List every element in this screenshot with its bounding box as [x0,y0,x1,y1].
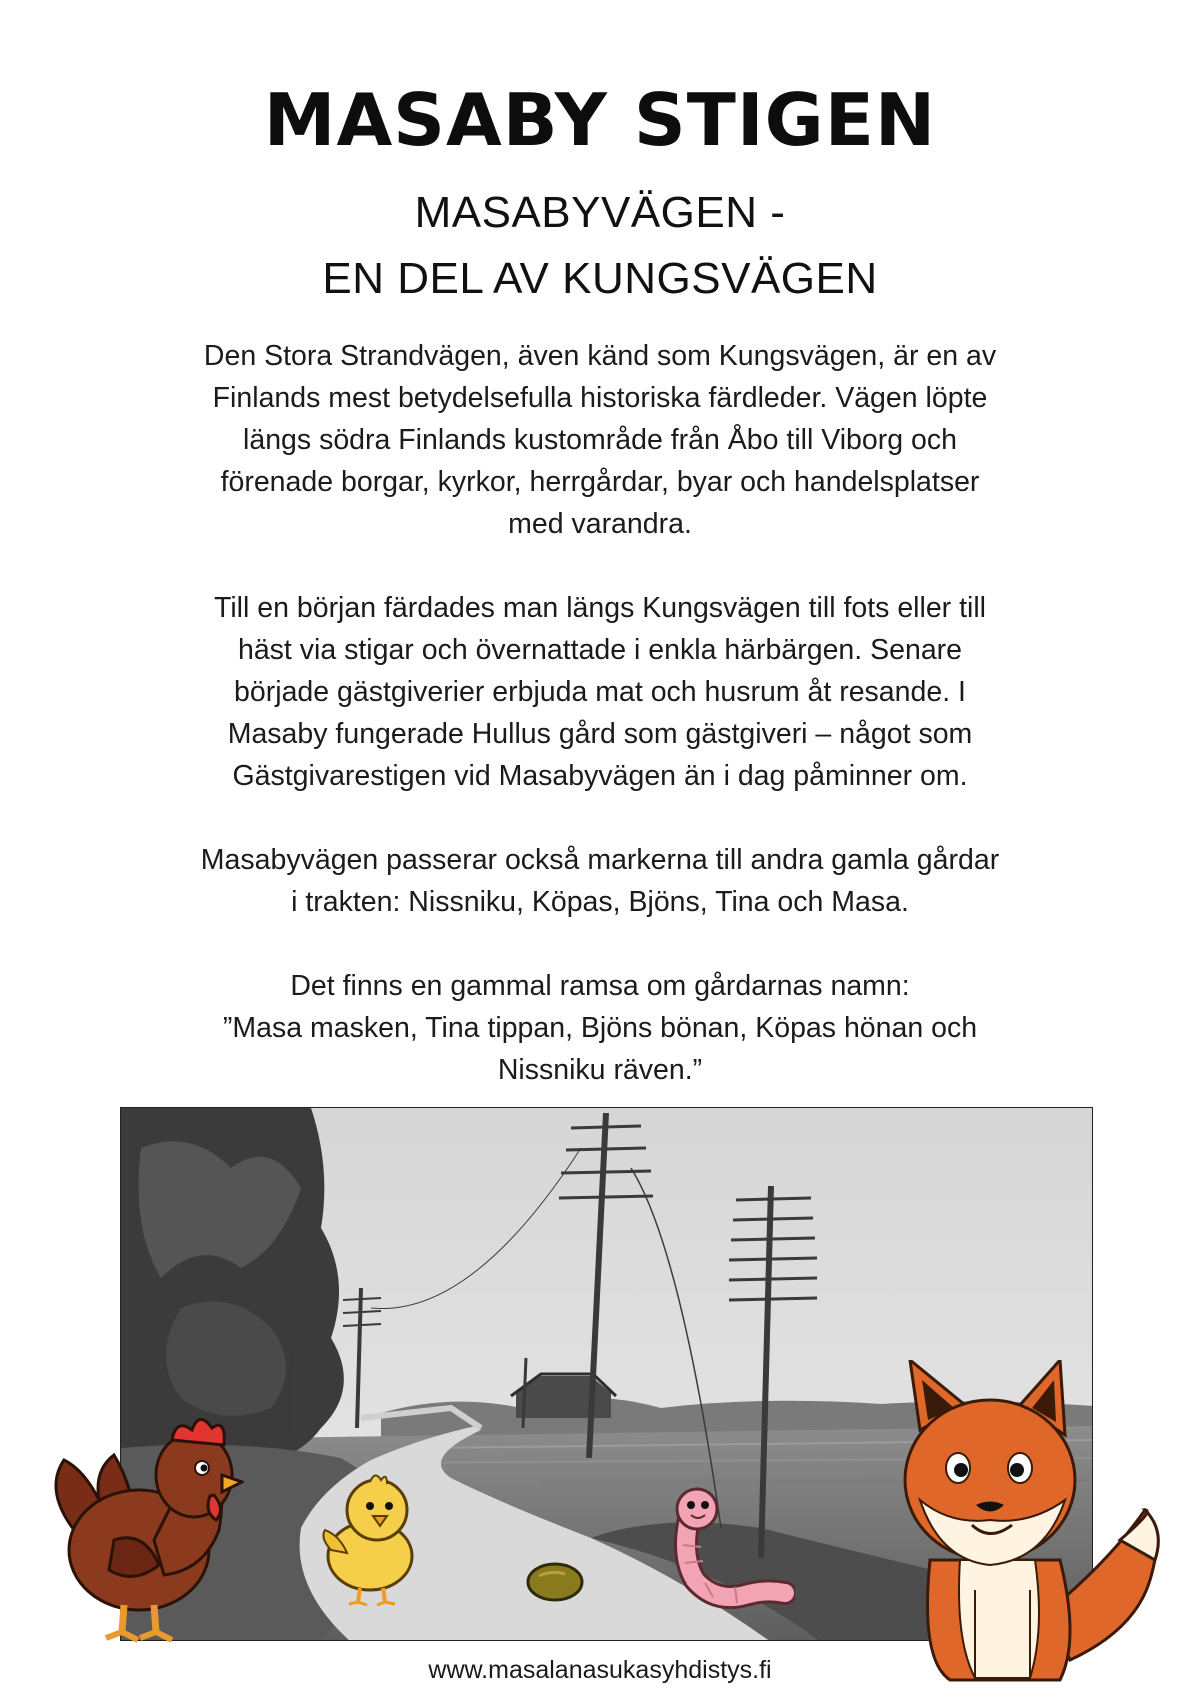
text-line: Masaby fungerade Hullus gård som gästgiveri – något som [227,718,973,750]
bean-icon [525,1560,585,1604]
page-title: MASABY STIGEN [263,78,937,162]
text-line: Finlands mest betydelsefulla historiska färdleder. Vägen löpte [212,382,988,414]
paragraph-3 [110,839,1090,923]
text-line: började gästgiverier erbjuda mat och husrum åt resande. I [234,676,966,708]
footer-url[interactable]: www.masalanasukasyhdistys.fi [428,1656,772,1684]
text-line: förenade borgar, kyrkor, herrgårdar, byar och handelsplatser [220,466,980,498]
paragraph-2 [110,587,1090,797]
text-line: ”Masa masken, Tina tippan, Bjöns bönan, Köpas hönan och [222,1012,978,1044]
text-line: längs södra Finlands kustområde från Åbo till Viborg och [243,424,957,456]
worm-icon [665,1485,795,1610]
text-line: häst via stigar och övernattade i enkla härbärgen. Senare [237,634,963,666]
text-line: Den Stora Strandvägen, även känd som Kungsvägen, är en av [203,340,997,372]
chick-icon [315,1468,425,1608]
text-line: Till en början färdades man längs Kungsvägen till fots eller till [213,592,987,624]
subtitle-line-1: MASABYVÄGEN - [414,188,786,237]
hen-icon [44,1400,244,1650]
body-text [110,335,1090,1091]
text-line: Gästgivarestigen vid Masabyvägen än i dag påminner om. [232,760,968,792]
paragraph-4 [110,965,1090,1091]
text-line: Nissniku räven.” [497,1054,703,1086]
subtitle-line-2: EN DEL AV KUNGSVÄGEN [322,254,878,303]
text-line: Det finns en gammal ramsa om gårdarnas namn: [290,970,910,1002]
text-line: med varandra. [508,508,692,540]
fox-icon [880,1360,1170,1690]
page-subtitle [0,180,1200,312]
text-line: Masabyvägen passerar också markerna till andra gamla gårdar [200,844,1000,876]
paragraph-1 [110,335,1090,545]
text-line: i trakten: Nissniku, Köpas, Bjöns, Tina och Masa. [291,886,909,918]
